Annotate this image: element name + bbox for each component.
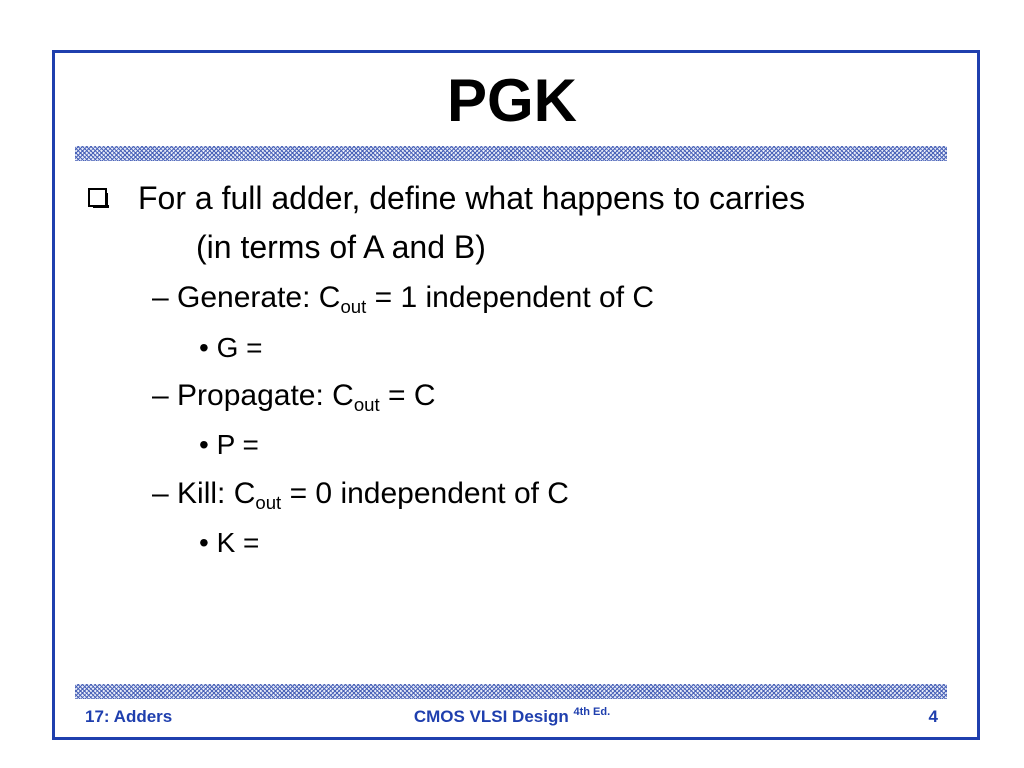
sub-item-kill [152,476,569,512]
bullet-dot: • [199,429,209,460]
formula-generate [199,331,263,365]
formula-text: K = [216,527,260,558]
checkbox-icon [88,188,107,207]
footer-edition: 4th Ed. [573,706,611,718]
sub-item-label: Generate: C [177,281,341,314]
footer-book-title [0,706,1024,728]
sub-item-rest: = 0 independent of C [281,477,569,510]
subscript-out: out [255,491,282,513]
dash-marker: – [152,477,169,510]
bullet-dot: • [199,527,209,558]
subscript-out: out [353,393,380,415]
sub-item-generate [152,280,654,316]
footer-page-number: 4 [928,707,938,726]
footer-chapter: 17: Adders [85,707,173,726]
sub-item-rest: = C [379,379,436,412]
dash-marker: – [152,379,169,412]
formula-propagate [199,428,259,462]
sub-item-rest: = 1 independent of C [366,281,655,314]
formula-text: P = [216,429,259,460]
slide-title: PGK [446,67,578,134]
sub-item-label: Propagate: C [177,379,354,412]
footer-book-name: CMOS VLSI Design [413,707,569,726]
main-bullet-continuation: (in terms of A and B) [196,229,486,265]
formula-text: G = [216,332,263,363]
main-bullet-text: For a full adder, define what happens to carries [138,180,806,216]
sub-item-propagate [152,378,436,414]
dash-marker: – [152,281,169,314]
formula-kill [199,526,259,560]
sub-item-label: Kill: C [177,477,256,510]
footer-divider-hatch [75,684,947,699]
title-divider-hatch [75,146,947,161]
bullet-dot: • [199,332,209,363]
subscript-out: out [340,295,367,317]
